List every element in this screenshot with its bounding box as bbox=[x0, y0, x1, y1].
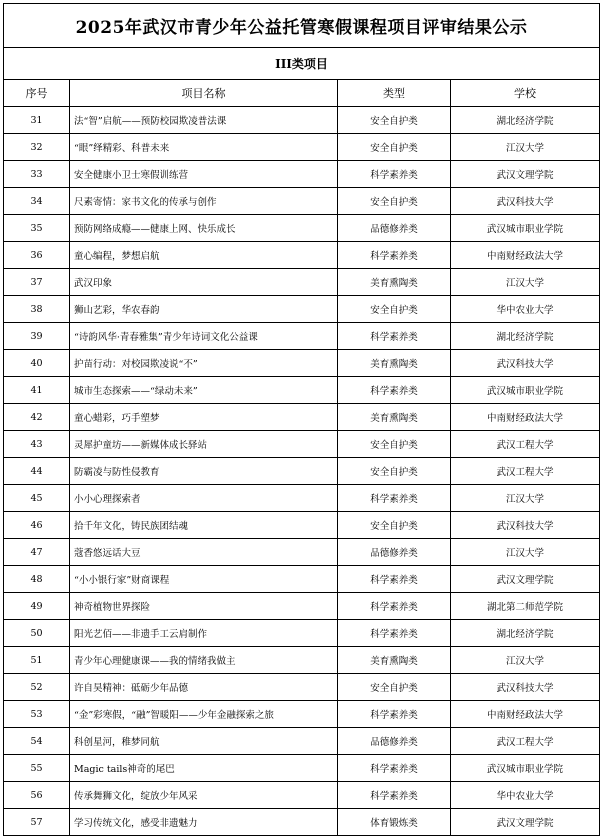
row-number: 42 bbox=[4, 404, 70, 431]
project-name: 学习传统文化，感受非遗魅力 bbox=[70, 809, 338, 836]
table-row bbox=[4, 593, 600, 620]
table-row bbox=[4, 458, 600, 485]
row-number: 41 bbox=[4, 377, 70, 404]
project-name: 拾千年文化，铸民族团结魂 bbox=[70, 512, 338, 539]
school-name: 江汉大学 bbox=[451, 269, 600, 296]
row-number: 45 bbox=[4, 485, 70, 512]
row-number: 51 bbox=[4, 647, 70, 674]
project-type: 安全自护类 bbox=[338, 431, 451, 458]
project-name: 城市生态探索——“绿动未来” bbox=[70, 377, 338, 404]
project-name: 科创星河，稚梦同航 bbox=[70, 728, 338, 755]
school-name: 武汉文理学院 bbox=[451, 809, 600, 836]
row-number: 44 bbox=[4, 458, 70, 485]
school-name: 江汉大学 bbox=[451, 134, 600, 161]
school-name: 武汉科技大学 bbox=[451, 674, 600, 701]
school-name: 武汉科技大学 bbox=[451, 350, 600, 377]
row-number: 49 bbox=[4, 593, 70, 620]
project-name: 童心编程，梦想启航 bbox=[70, 242, 338, 269]
project-name: 青少年心理健康课——我的情绪我做主 bbox=[70, 647, 338, 674]
project-type: 体育锻炼类 bbox=[338, 809, 451, 836]
row-number: 53 bbox=[4, 701, 70, 728]
project-name: 童心蜡彩，巧手塑梦 bbox=[70, 404, 338, 431]
row-number: 34 bbox=[4, 188, 70, 215]
school-name: 江汉大学 bbox=[451, 485, 600, 512]
project-name: 许自昊精神：砥砺少年品德 bbox=[70, 674, 338, 701]
table-row bbox=[4, 701, 600, 728]
project-type: 安全自护类 bbox=[338, 107, 451, 134]
table-header-row bbox=[4, 80, 600, 107]
project-name: 尺素寄情：家书文化的传承与创作 bbox=[70, 188, 338, 215]
row-number: 33 bbox=[4, 161, 70, 188]
row-number: 54 bbox=[4, 728, 70, 755]
school-name: 湖北第二师范学院 bbox=[451, 593, 600, 620]
project-name: 灵犀护童坊——新媒体成长驿站 bbox=[70, 431, 338, 458]
row-number: 32 bbox=[4, 134, 70, 161]
school-name: 江汉大学 bbox=[451, 647, 600, 674]
project-name: 神奇植物世界探险 bbox=[70, 593, 338, 620]
row-number: 35 bbox=[4, 215, 70, 242]
project-type: 美育熏陶类 bbox=[338, 404, 451, 431]
project-type: 科学素养类 bbox=[338, 620, 451, 647]
school-name: 武汉文理学院 bbox=[451, 161, 600, 188]
school-name: 武汉工程大学 bbox=[451, 728, 600, 755]
school-name: 武汉城市职业学院 bbox=[451, 755, 600, 782]
school-name: 中南财经政法大学 bbox=[451, 242, 600, 269]
table-row bbox=[4, 215, 600, 242]
row-number: 37 bbox=[4, 269, 70, 296]
project-name: 法“智”启航——预防校园欺凌普法课 bbox=[70, 107, 338, 134]
project-name: 蔻香悠远话大豆 bbox=[70, 539, 338, 566]
table-row bbox=[4, 188, 600, 215]
project-type: 科学素养类 bbox=[338, 566, 451, 593]
table-row bbox=[4, 674, 600, 701]
project-name: 预防网络成瘾——健康上网、快乐成长 bbox=[70, 215, 338, 242]
project-type: 美育熏陶类 bbox=[338, 647, 451, 674]
table-row bbox=[4, 782, 600, 809]
project-name: 护苗行动：对校园欺凌说“不” bbox=[70, 350, 338, 377]
project-type: 品德修养类 bbox=[338, 215, 451, 242]
school-name: 武汉城市职业学院 bbox=[451, 215, 600, 242]
row-number: 31 bbox=[4, 107, 70, 134]
project-type: 品德修养类 bbox=[338, 728, 451, 755]
project-name: 武汉印象 bbox=[70, 269, 338, 296]
row-number: 48 bbox=[4, 566, 70, 593]
project-name: 阳光艺佰——非遗手工云肩制作 bbox=[70, 620, 338, 647]
project-name: 防霸凌与防性侵教育 bbox=[70, 458, 338, 485]
page bbox=[0, 3, 601, 838]
row-number: 46 bbox=[4, 512, 70, 539]
project-name: 传承舞狮文化，绽放少年风采 bbox=[70, 782, 338, 809]
table-row bbox=[4, 350, 600, 377]
results-table bbox=[3, 3, 600, 836]
project-name: 安全健康小卫士寒假训练营 bbox=[70, 161, 338, 188]
project-type: 安全自护类 bbox=[338, 512, 451, 539]
project-type: 科学素养类 bbox=[338, 755, 451, 782]
table-row bbox=[4, 755, 600, 782]
project-type: 科学素养类 bbox=[338, 242, 451, 269]
project-type: 美育熏陶类 bbox=[338, 350, 451, 377]
school-name: 江汉大学 bbox=[451, 539, 600, 566]
project-type: 安全自护类 bbox=[338, 674, 451, 701]
category-heading: III类项目 bbox=[4, 48, 600, 80]
project-name: “眼”绎精彩、科普未来 bbox=[70, 134, 338, 161]
header-name: 项目名称 bbox=[70, 80, 338, 107]
project-type: 科学素养类 bbox=[338, 161, 451, 188]
row-number: 43 bbox=[4, 431, 70, 458]
school-name: 武汉科技大学 bbox=[451, 188, 600, 215]
project-type: 品德修养类 bbox=[338, 539, 451, 566]
project-type: 科学素养类 bbox=[338, 377, 451, 404]
table-row bbox=[4, 431, 600, 458]
project-name: “诗韵风华·青春雅集”青少年诗词文化公益课 bbox=[70, 323, 338, 350]
school-name: 湖北经济学院 bbox=[451, 620, 600, 647]
table-row bbox=[4, 539, 600, 566]
table-row bbox=[4, 323, 600, 350]
school-name: 湖北经济学院 bbox=[451, 323, 600, 350]
project-type: 美育熏陶类 bbox=[338, 269, 451, 296]
table-row bbox=[4, 296, 600, 323]
school-name: 武汉城市职业学院 bbox=[451, 377, 600, 404]
table-row bbox=[4, 512, 600, 539]
header-school: 学校 bbox=[451, 80, 600, 107]
project-name: 狮山艺彩，华农春韵 bbox=[70, 296, 338, 323]
row-number: 36 bbox=[4, 242, 70, 269]
project-type: 安全自护类 bbox=[338, 458, 451, 485]
school-name: 华中农业大学 bbox=[451, 296, 600, 323]
table-row bbox=[4, 620, 600, 647]
school-name: 武汉工程大学 bbox=[451, 458, 600, 485]
row-number: 40 bbox=[4, 350, 70, 377]
project-type: 科学素养类 bbox=[338, 323, 451, 350]
header-type: 类型 bbox=[338, 80, 451, 107]
table-row bbox=[4, 242, 600, 269]
project-name: “金”彩寒假，“融”智暖阳——少年金融探索之旅 bbox=[70, 701, 338, 728]
project-type: 科学素养类 bbox=[338, 485, 451, 512]
project-type: 安全自护类 bbox=[338, 134, 451, 161]
row-number: 52 bbox=[4, 674, 70, 701]
school-name: 华中农业大学 bbox=[451, 782, 600, 809]
table-row bbox=[4, 647, 600, 674]
school-name: 武汉文理学院 bbox=[451, 566, 600, 593]
row-number: 56 bbox=[4, 782, 70, 809]
table-row bbox=[4, 566, 600, 593]
table-row bbox=[4, 134, 600, 161]
table-row bbox=[4, 269, 600, 296]
project-type: 科学素养类 bbox=[338, 593, 451, 620]
school-name: 武汉科技大学 bbox=[451, 512, 600, 539]
project-name: 小小心理探索者 bbox=[70, 485, 338, 512]
table-row bbox=[4, 728, 600, 755]
table-row bbox=[4, 485, 600, 512]
row-number: 55 bbox=[4, 755, 70, 782]
row-number: 38 bbox=[4, 296, 70, 323]
school-name: 湖北经济学院 bbox=[451, 107, 600, 134]
table-row bbox=[4, 404, 600, 431]
school-name: 武汉工程大学 bbox=[451, 431, 600, 458]
table-row bbox=[4, 107, 600, 134]
page-title: 2025年武汉市青少年公益托管寒假课程项目评审结果公示 bbox=[4, 4, 600, 48]
project-type: 科学素养类 bbox=[338, 782, 451, 809]
project-type: 安全自护类 bbox=[338, 296, 451, 323]
row-number: 39 bbox=[4, 323, 70, 350]
project-name: “小小银行家”财商课程 bbox=[70, 566, 338, 593]
row-number: 47 bbox=[4, 539, 70, 566]
row-number: 50 bbox=[4, 620, 70, 647]
project-type: 科学素养类 bbox=[338, 701, 451, 728]
table-row bbox=[4, 377, 600, 404]
project-name: Magic tails神奇的尾巴 bbox=[70, 755, 338, 782]
table-row bbox=[4, 161, 600, 188]
header-no: 序号 bbox=[4, 80, 70, 107]
school-name: 中南财经政法大学 bbox=[451, 701, 600, 728]
row-number: 57 bbox=[4, 809, 70, 836]
table-row bbox=[4, 809, 600, 836]
project-type: 安全自护类 bbox=[338, 188, 451, 215]
school-name: 中南财经政法大学 bbox=[451, 404, 600, 431]
